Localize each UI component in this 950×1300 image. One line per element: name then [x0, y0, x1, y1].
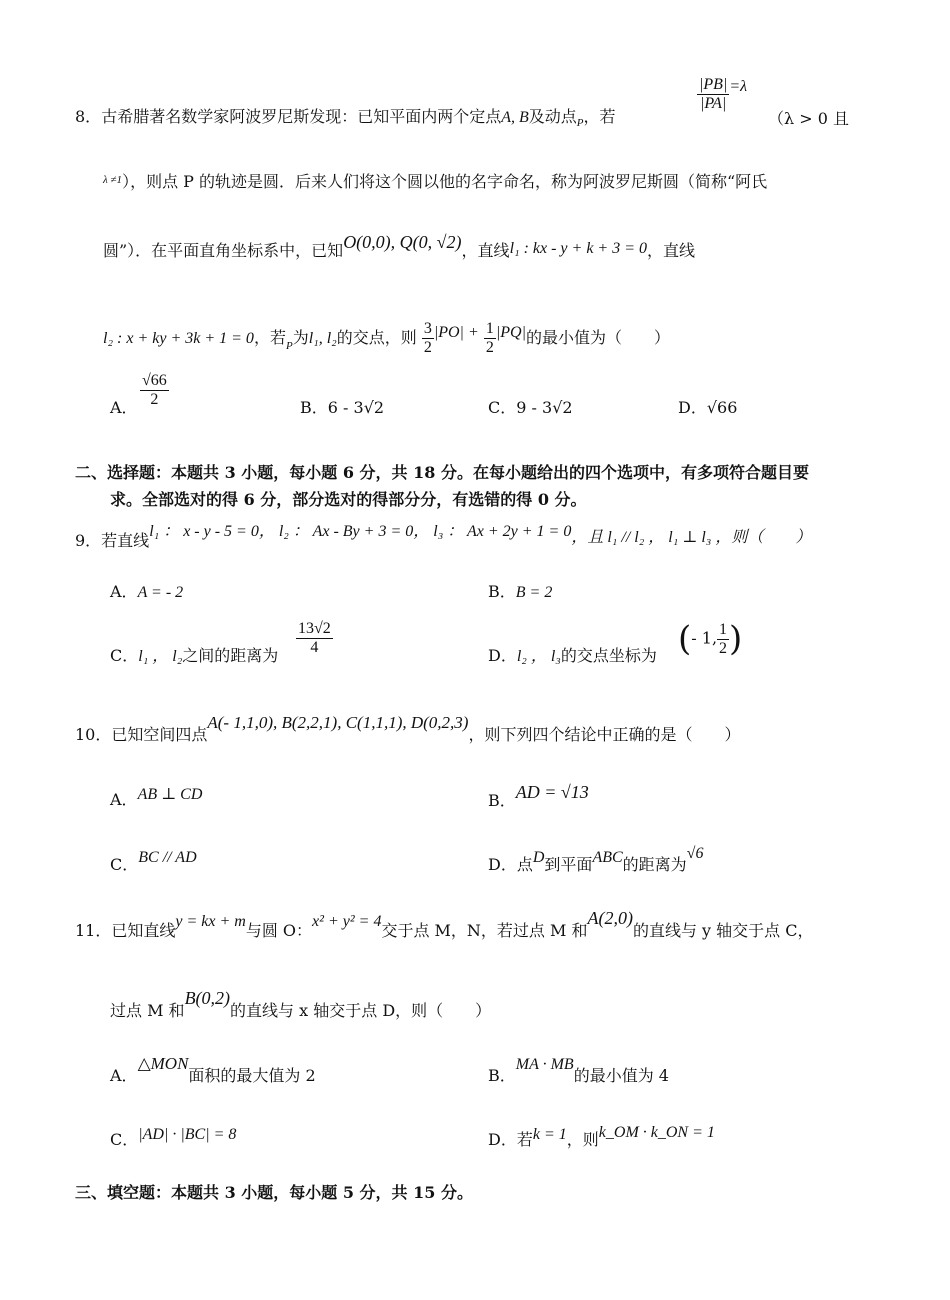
q9-stem: 9．若直线l₁ ： x - y - 5 = 0， l₂ ： Ax - By + 3 = 0， l₃ ： Ax + 2y + 1 = 0，且 l₁ // l₂ ， l₁ ⊥ l₃ ，则（ ）: [75, 523, 812, 550]
q9-option-d[interactable]: D．l₂ ， l₃的交点坐标为: [488, 646, 657, 665]
q8-line3: 圆”）．在平面直角坐标系中，已知O(0,0), Q(0, √2)，直线l₁ : kx - y + k + 3 = 0，直线: [103, 232, 696, 260]
section-2-heading: 二、选择题：本题共 3 小题，每小题 6 分，共 18 分。在每小题给出的四个选项中，有多项符合题目要: [75, 463, 809, 482]
q8-line2: $^{\lambda \ne 1}$），则点 P 的轨迹是圆．后来人们将这个圆以他的名字命名，称为阿波罗尼斯圆（简称“阿氏: [103, 172, 768, 191]
q8-ratio: $\frac{|PB|}{|PA|}$ =λ: [699, 76, 748, 112]
section-3-heading: 三、填空题：本题共 3 小题，每小题 5 分，共 15 分。: [75, 1183, 473, 1202]
q10-option-d[interactable]: D．点D到平面ABC的距离为√6: [488, 845, 704, 874]
q9-option-c-value: $\frac{13√2}{4}$: [298, 620, 331, 656]
q10-option-a[interactable]: A．AB ⊥ CD: [110, 786, 203, 809]
q11-stem: 11．已知直线y = kx + m与圆 O：x² + y² = 4交于点 M，N，若过点 M 和A(2,0)的直线与 y 轴交于点 C，: [75, 908, 814, 940]
q9-option-b[interactable]: B．B = 2: [488, 582, 553, 601]
section-2-heading-cont: 求。全部选对的得 6 分，部分选对的得部分分，有选错的得 0 分。: [110, 490, 587, 509]
q11-option-d[interactable]: D．若k = 1，则k_OM · k_ON = 1: [488, 1124, 715, 1149]
q9-option-c[interactable]: C．l₁ ， l₂之间的距离为: [110, 646, 279, 665]
q11-option-c[interactable]: C．|AD| · |BC| = 8: [110, 1126, 237, 1149]
q11-option-b[interactable]: B．MA · MB的最小值为 4: [488, 1056, 669, 1085]
q11-stem-cont: 过点 M 和B(0,2)的直线与 x 轴交于点 D，则（ ）: [110, 988, 492, 1020]
q10-option-c[interactable]: C．BC // AD: [110, 849, 197, 874]
q9-option-d-value: (- 1, $\frac{1}{2}$ ): [678, 619, 743, 659]
q9-option-a[interactable]: A．A = - 2: [110, 582, 184, 601]
q10-stem: 10．已知空间四点A(- 1,1,0), B(2,2,1), C(1,1,1), D(0,2,3)，则下列四个结论中正确的是（ ）: [75, 713, 741, 744]
q8-option-b[interactable]: B．6 - 3√2: [300, 398, 385, 417]
q8-option-a[interactable]: A．: [110, 398, 138, 417]
q8-option-a-value: $\frac{√66}{2}$: [142, 372, 167, 408]
q11-option-a[interactable]: A．△MON面积的最大值为 2: [110, 1054, 316, 1085]
q8-option-c[interactable]: C．9 - 3√2: [488, 398, 573, 417]
q8-line4: l₂ : x + ky + 3k + 1 = 0，若$_P$为l₁, l₂的交点，则 $\frac{3}{2}$ |PO| + $\frac{1}{2}$ |PQ|的最小值为（ ）: [103, 320, 670, 356]
q8-line1: 8．古希腊著名数学家阿波罗尼斯发现：已知平面内两个定点A, B及动点$_P$，若: [75, 107, 616, 129]
q8-cond1: （λ > 0 且: [768, 109, 849, 128]
q10-option-b[interactable]: B．AD = √13: [488, 782, 589, 810]
q8-option-d[interactable]: D．√66: [678, 398, 738, 417]
